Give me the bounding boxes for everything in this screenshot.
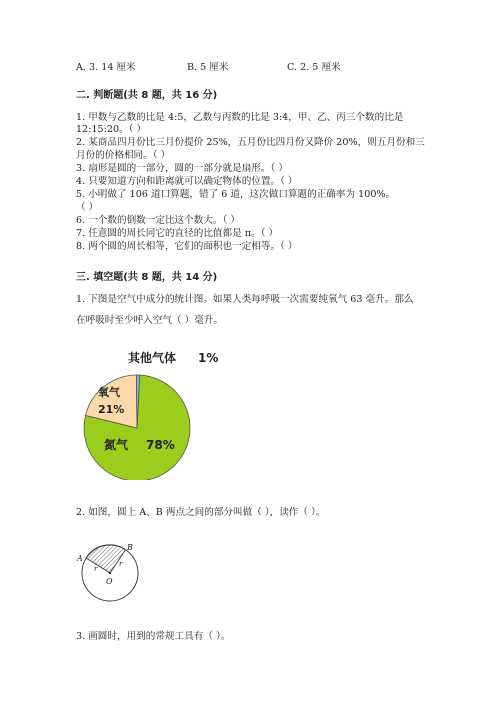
center-point <box>109 572 111 574</box>
option-b: B. 5 厘米 <box>187 62 229 73</box>
pie-pct-other: 1% <box>198 351 219 365</box>
label-r-right: r <box>119 560 123 568</box>
judge-line: （ ） <box>76 202 99 213</box>
judge-line: 4. 只要知道方向和距离就可以确定物体的位置。（ ） <box>76 176 298 187</box>
option-a: A. 3. 14 厘米 <box>76 62 136 73</box>
judge-line: 3. 扇形是圆的一部分，圆的一部分就是扇形。（ ） <box>76 163 288 174</box>
section-heading-fill: 三. 填空题(共 8 题，共 14 分) <box>76 272 218 283</box>
question-1-line-2: 在呼吸时至少呼入空气（ ）毫升。 <box>76 315 223 326</box>
judge-line: 1. 甲数与乙数的比是 4:5，乙数与丙数的比是 3:4，甲、乙、丙三个数的比是 <box>76 112 404 123</box>
pie-label-other: 其他气体 <box>128 351 177 365</box>
circle-sector-figure <box>70 538 150 608</box>
label-b: B <box>127 543 133 552</box>
pie-label-oxygen: 氧气 <box>98 386 120 399</box>
question-1-line-1: 1. 下图是空气中成分的统计图。如果人类每呼吸一次需要纯氧气 63 毫升。那么 <box>76 294 414 305</box>
judge-line: 8. 两个圆的周长相等，它们的面积也一定相等。（ ） <box>76 241 298 252</box>
question-2: 2. 如图，圆上 A、B 两点之间的部分叫做（ ），读作（ ）。 <box>76 507 326 518</box>
pie-pct-oxygen: 21% <box>98 403 125 416</box>
air-composition-pie-chart <box>80 340 230 480</box>
section-heading-judge: 二. 判断题(共 8 题，共 16 分) <box>76 90 218 101</box>
judge-line: 7. 任意圆的周长同它的直径的比值都是 π。（ ） <box>76 228 279 239</box>
option-c: C. 2. 5 厘米 <box>287 62 341 73</box>
pie-pct-nitrogen: 78% <box>146 438 175 452</box>
judge-line: 5. 小明做了 106 道口算题，错了 6 道，这次做口算题的正确率为 100%。 <box>76 189 396 200</box>
sector-shaded <box>86 545 126 573</box>
pie-label-nitrogen: 氮气 <box>104 438 129 452</box>
judge-line: 12:15:20。（ ） <box>76 124 147 135</box>
label-a: A <box>77 554 83 563</box>
label-o: O <box>106 577 113 586</box>
question-3: 3. 画圆时，用到的常规工具有（ ）。 <box>76 631 231 642</box>
label-r-left: r <box>94 565 98 573</box>
judge-line: 月份的价格相同。（ ） <box>76 150 171 161</box>
judge-line: 6. 一个数的倒数一定比这个数大。（ ） <box>76 215 240 226</box>
judge-line: 2. 某商品四月份比三月份提价 25%，五月份比四月份又降价 20%，则五月份和三 <box>76 137 425 148</box>
